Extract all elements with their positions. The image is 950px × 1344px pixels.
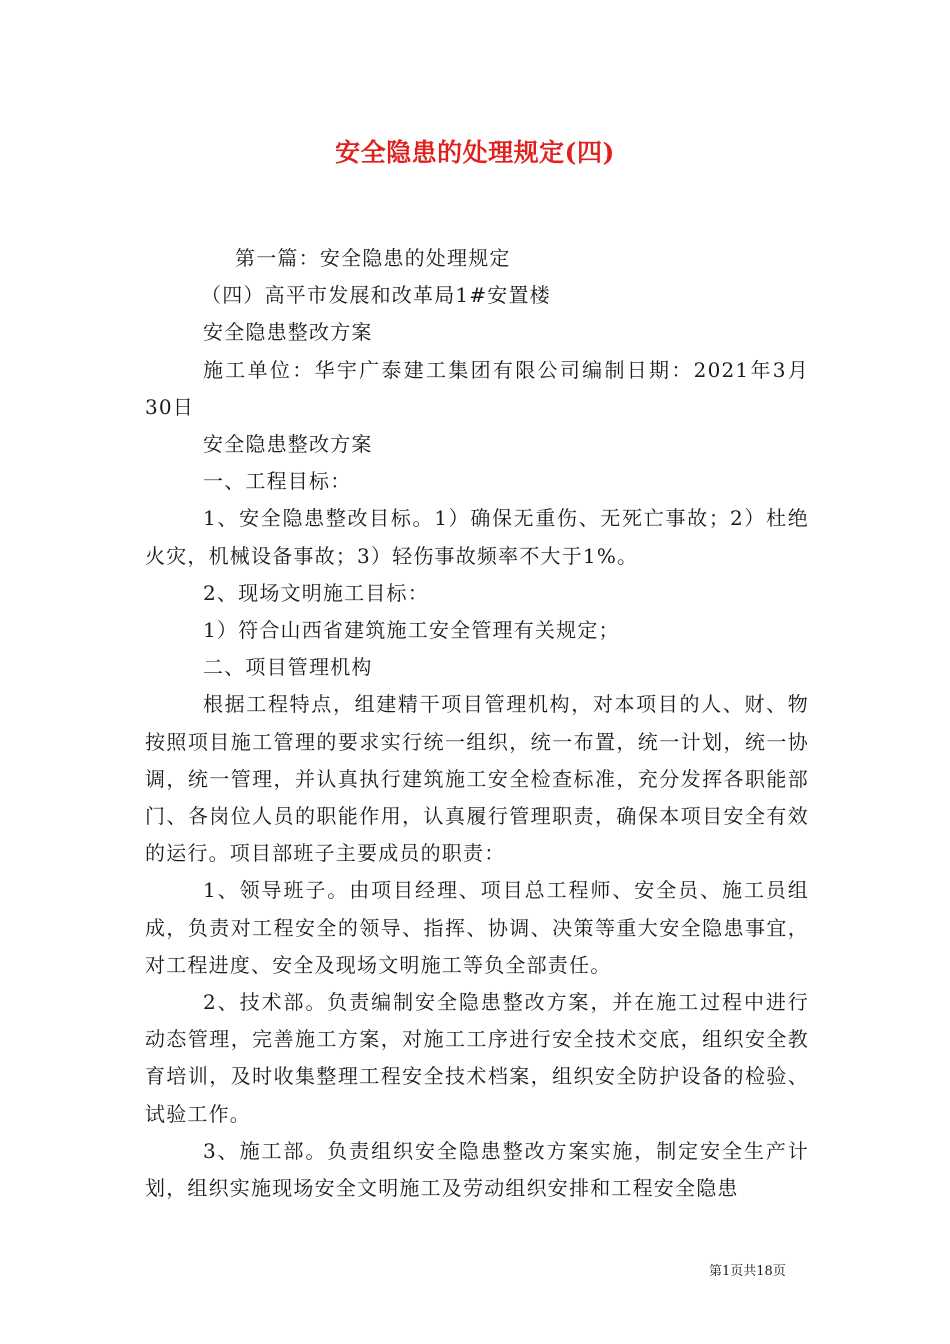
- paragraph: 2、技术部。负责编制安全隐患整改方案，并在施工过程中进行动态管理，完善施工方案，对施工工序进行安全技术交底，组织安全教育培训，及时收集整理工程安全技术档案，组织安全防护设备的检验、试验工作。: [145, 990, 809, 1126]
- paragraph: 根据工程特点，组建精干项目管理机构，对本项目的人、财、物按照项目施工管理的要求实行统一组织，统一布置，统一计划，统一协调，统一管理，并认真执行建筑施工安全检查标准，充分发挥各职能部门、各岗位人员的职能作用，认真履行管理职责，确保本项目安全有效的运行。项目部班子主要成员的职责：: [145, 692, 809, 866]
- document-body: [145, 240, 809, 1207]
- construction-unit: 施工单位：华宇广泰建工集团有限公司编制日期：2021年3月30日: [145, 357, 809, 419]
- section-heading: 第一篇：安全隐患的处理规定: [235, 246, 511, 270]
- paragraph: 2、现场文明施工目标：: [203, 580, 429, 605]
- paragraph: 1）符合山西省建筑施工安全管理有关规定；: [203, 618, 620, 643]
- heading-goals: 一、工程目标：: [203, 469, 352, 494]
- page-number: 第1页共18页: [709, 1264, 786, 1279]
- plan-title-repeat: 安全隐患整改方案: [203, 432, 373, 457]
- paragraph: 1、领导班子。由项目经理、项目总工程师、安全员、施工员组成，负责对工程安全的领导、指挥、协调、决策等重大安全隐患事宜，对工程进度、安全及现场文明施工等负全部责任。: [145, 878, 809, 977]
- document-title: 安全隐患的处理规定(四): [335, 138, 615, 167]
- paragraph: 1、安全隐患整改目标。1）确保无重伤、无死亡事故；2）杜绝火灾，机械设备事故；3）轻伤事故频率不大于1%。: [145, 506, 809, 568]
- plan-title: 安全隐患整改方案: [203, 320, 373, 345]
- heading-organization: 二、项目管理机构: [203, 655, 373, 680]
- paragraph: 3、施工部。负责组织安全隐患整改方案实施，制定安全生产计划，组织实施现场安全文明施工及劳动组织安排和工程安全隐患: [145, 1138, 809, 1201]
- project-name: （四）高平市发展和改革局1#安置楼: [201, 283, 551, 308]
